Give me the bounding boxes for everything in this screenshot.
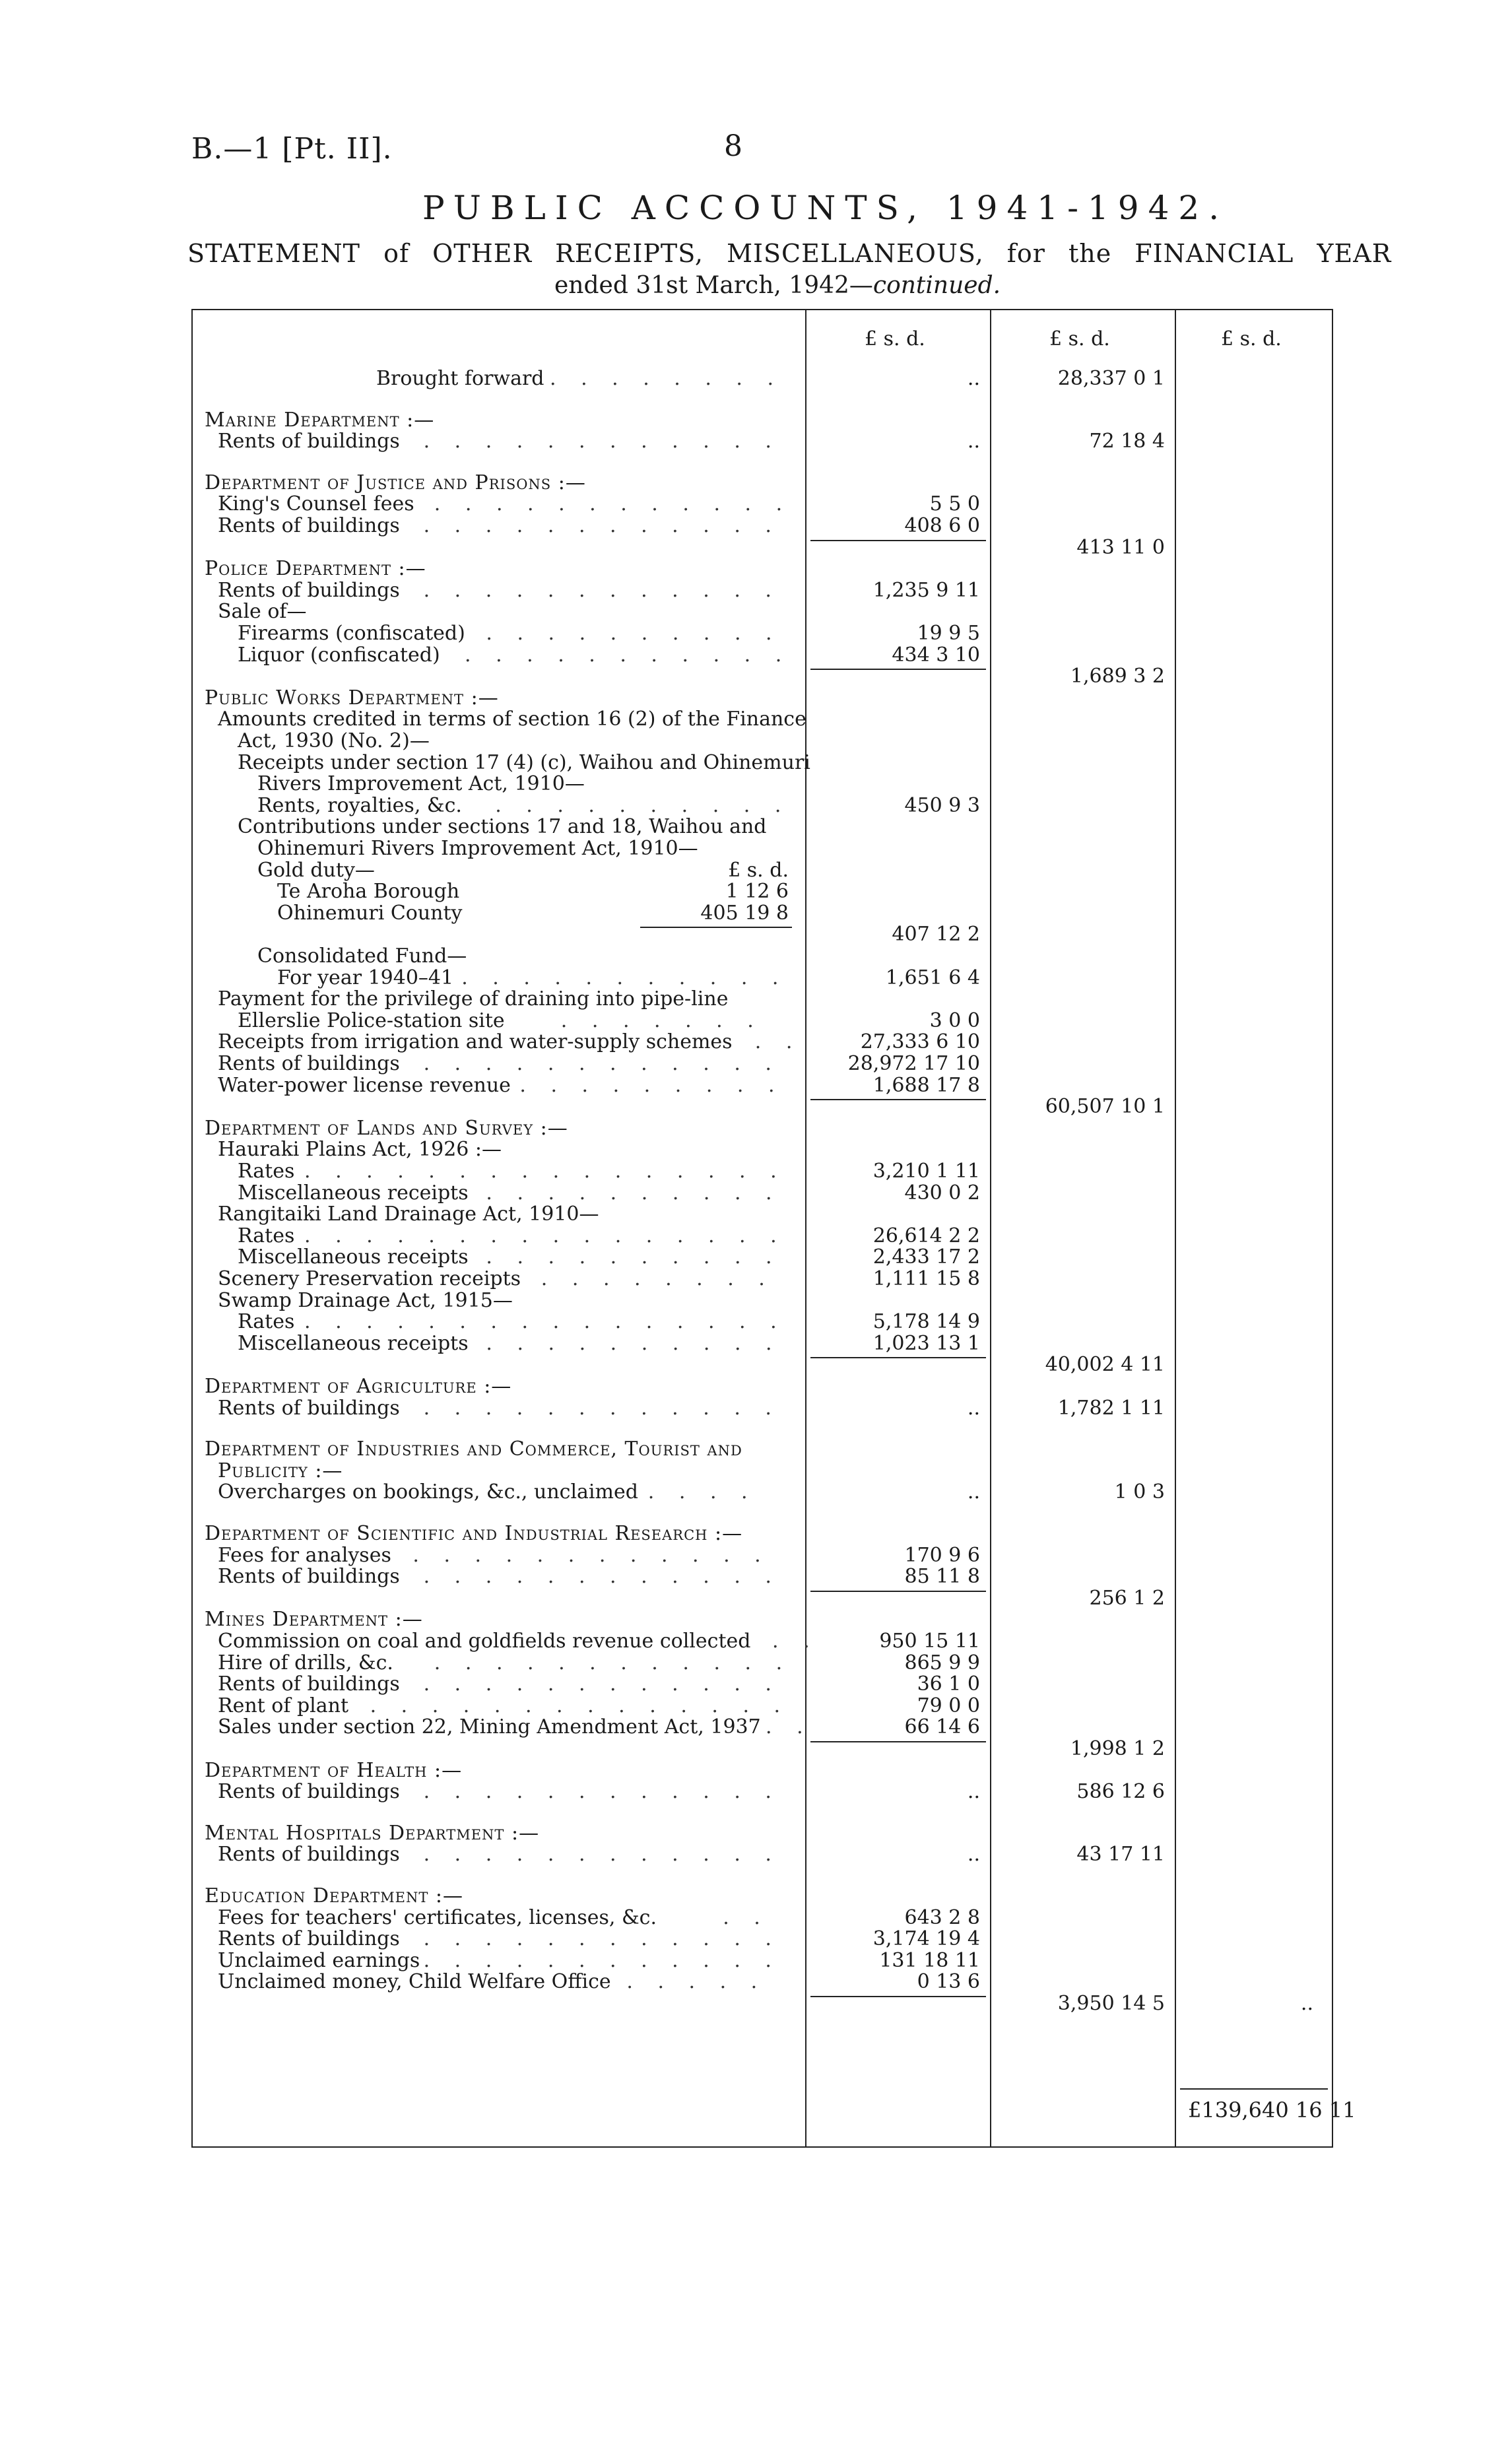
statement-row <box>191 1482 1332 1504</box>
statement-row <box>191 494 1332 515</box>
leader-dots: . . . . . . . . . . . . <box>423 1565 781 1589</box>
amount-c1: 79 0 0 <box>917 1694 980 1717</box>
item-description: Swamp Drainage Act, 1915— <box>218 1288 513 1312</box>
amount-c2: 1,782 1 11 <box>1057 1396 1165 1420</box>
leader-dots: . . . . <box>647 1480 757 1504</box>
amount-c2: 1 0 3 <box>1114 1480 1165 1504</box>
statement-heading: STATEMENT of OTHER RECEIPTS, MISCELLANEOUS, for the FINANCIAL YEAR <box>187 239 1392 268</box>
section-heading-row <box>191 1439 1332 1461</box>
leader-dots: . . . . . . . . . . . . <box>423 1927 781 1951</box>
amount-c1: .. <box>967 367 980 390</box>
item-description: Liquor (confiscated) <box>238 643 440 667</box>
leader-dots: . . . . . . . . <box>550 367 783 390</box>
item-description: Rent of plant <box>218 1694 349 1717</box>
statement-row <box>191 1204 1332 1226</box>
item-description: Gold duty— <box>257 858 375 882</box>
statement-row <box>191 1354 1332 1376</box>
amount-c1: 28,972 17 10 <box>847 1052 980 1075</box>
section-heading: Department of Scientific and Industrial Research :— <box>205 1522 743 1545</box>
section-heading: Department of Health :— <box>205 1758 463 1782</box>
leader-dots: . . . . . <box>626 1970 767 1994</box>
statement-row <box>191 645 1332 667</box>
leader-dots: . . . . . . . . <box>541 1267 774 1290</box>
amount-c1: 5,178 14 9 <box>872 1310 980 1334</box>
total-top-rule <box>1180 2088 1328 2090</box>
table-right-border <box>1332 309 1333 2148</box>
item-description: Act, 1930 (No. 2)— <box>238 729 430 752</box>
item-description: Ohinemuri County <box>277 901 463 925</box>
item-description: Brought forward <box>376 367 544 390</box>
statement-row <box>191 623 1332 645</box>
table-bottom-rule <box>191 2146 1333 2148</box>
item-description: Unclaimed earnings <box>218 1948 420 1972</box>
item-description: Ellerslie Police-station site <box>238 1009 505 1032</box>
item-description: Firearms (confiscated) <box>238 622 465 645</box>
item-description: Receipts under section 17 (4) (c), Waihou and Ohinemuri <box>238 750 810 774</box>
statement-row <box>191 515 1332 537</box>
item-description: Receipts from irrigation and water-supply schemes <box>218 1030 733 1054</box>
leader-dots: . . <box>772 1630 819 1653</box>
column-header-1: £ s. d. <box>865 327 925 350</box>
section-heading: Department of Agriculture :— <box>205 1375 512 1398</box>
section-heading: Public Works Department :— <box>205 686 499 710</box>
amount-c2: 3,950 14 5 <box>1057 1992 1165 2015</box>
leader-dots: . . . . . . . . . . <box>486 622 781 645</box>
statement-row <box>191 1781 1332 1803</box>
sub-amount: 1 12 6 <box>725 880 789 904</box>
item-description: Rates <box>238 1310 295 1334</box>
leader-dots: . . . . . . . . . . <box>495 793 791 817</box>
leader-dots: . . . . . . . . . . . . . . . . <box>304 1160 786 1183</box>
amount-c1: 131 18 11 <box>879 1948 980 1972</box>
item-description: Commission on coal and goldfields revenue collected <box>218 1630 751 1653</box>
statement-row <box>191 580 1332 602</box>
leader-dots: . . . . . . . . . . . . <box>434 492 792 516</box>
amount-c2: 40,002 4 11 <box>1045 1353 1165 1377</box>
amount-c1: 643 2 8 <box>904 1905 980 1929</box>
amount-c3: .. <box>1300 1992 1313 2015</box>
statement-row <box>191 1738 1332 1760</box>
section-heading-row <box>191 410 1332 432</box>
statement-row <box>191 1161 1332 1183</box>
item-description: Rents of buildings <box>218 514 400 537</box>
amount-c2: 1,998 1 2 <box>1070 1737 1165 1760</box>
statement-row <box>191 1950 1332 1972</box>
leader-dots: . . <box>766 1715 812 1739</box>
section-heading: Department of Lands and Survey :— <box>205 1116 568 1140</box>
statement-row <box>191 1588 1332 1610</box>
item-description: Ohinemuri Rivers Improvement Act, 1910— <box>257 837 698 860</box>
leader-dots: . . . . . . . . . . . . <box>423 514 781 537</box>
item-description: Rents of buildings <box>218 1052 400 1075</box>
amount-c1: 434 3 10 <box>892 643 980 667</box>
section-heading-row <box>191 1461 1332 1482</box>
statement-row <box>191 1631 1332 1653</box>
statement-row <box>191 1010 1332 1032</box>
item-description: Rents of buildings <box>218 1565 400 1589</box>
amount-c1: 1,651 6 4 <box>885 966 980 989</box>
page-reference: B.—1 [Pt. II]. <box>191 132 393 166</box>
item-description: Miscellaneous receipts <box>238 1331 469 1355</box>
statement-row <box>191 838 1332 860</box>
leader-dots: . . <box>723 1905 770 1929</box>
section-heading-row <box>191 1886 1332 1907</box>
statement-row <box>191 903 1332 925</box>
statement-subheading-text: ended 31st March, 1942— <box>554 272 873 299</box>
statement-row <box>191 1674 1332 1696</box>
statement-row <box>191 946 1332 968</box>
leader-dots: . . <box>754 1030 802 1054</box>
item-description: Fees for teachers' certificates, licenses, &c. <box>218 1905 657 1929</box>
statement-row <box>191 1269 1332 1290</box>
item-description: Rents of buildings <box>218 1843 400 1867</box>
amount-c1: .. <box>967 1480 980 1504</box>
amount-c2: 413 11 0 <box>1076 535 1165 559</box>
section-heading: Police Department :— <box>205 557 426 581</box>
statement-row <box>191 1075 1332 1097</box>
page-number: 8 <box>724 129 742 163</box>
statement-row <box>191 368 1332 390</box>
statement-row <box>191 1566 1332 1588</box>
section-heading: Department of Industries and Commerce, Tourist and <box>205 1438 742 1461</box>
statement-row <box>191 1183 1332 1205</box>
leader-dots: . . . . . . . . . . . <box>465 643 791 667</box>
accounts-table <box>191 309 1356 2148</box>
section-heading: Mines Department :— <box>205 1608 423 1632</box>
statement-row <box>191 924 1332 946</box>
amount-c1: 26,614 2 2 <box>872 1224 980 1247</box>
amount-c1: 0 13 6 <box>917 1970 980 1994</box>
statement-row <box>191 666 1332 688</box>
section-heading-row <box>191 1523 1332 1545</box>
item-description: Rates <box>238 1224 295 1247</box>
statement-row <box>191 795 1332 817</box>
amount-c1: .. <box>967 1780 980 1804</box>
sub-amount: 405 19 8 <box>700 901 789 925</box>
leader-dots: . . . . . . . . . . . . <box>423 1396 781 1420</box>
item-description: Rivers Improvement Act, 1910— <box>257 772 585 796</box>
amount-c2: 256 1 2 <box>1089 1586 1165 1610</box>
statement-row <box>191 1139 1332 1161</box>
section-heading: Mental Hospitals Department :— <box>205 1821 540 1845</box>
statement-row <box>191 1717 1332 1738</box>
item-description: Hauraki Plains Act, 1926 :— <box>218 1138 502 1162</box>
item-description: Rents of buildings <box>218 1927 400 1951</box>
statement-row <box>191 1053 1332 1075</box>
item-description: Miscellaneous receipts <box>238 1245 469 1269</box>
item-description: Fees for analyses <box>218 1543 391 1567</box>
leader-dots: . . . . . . . . . . . . <box>423 578 781 602</box>
statement-row <box>191 1696 1332 1717</box>
statement-row <box>191 1907 1332 1929</box>
amount-c2: 586 12 6 <box>1076 1780 1165 1804</box>
leader-dots: . . . . . . . . . . . . <box>412 1543 770 1567</box>
item-description: Rents of buildings <box>218 1396 400 1420</box>
column-header-3: £ s. d. <box>1221 327 1282 350</box>
item-description: Miscellaneous receipts <box>238 1181 469 1205</box>
leader-dots: . . . . . . . . . . . . <box>423 1780 781 1804</box>
amount-c1: 950 15 11 <box>879 1630 980 1653</box>
amount-c1: 407 12 2 <box>892 923 980 946</box>
leader-dots: . . . . . . . . . . . . . . . . <box>304 1310 786 1334</box>
leader-dots: . . . . . . . . . . . . . . <box>370 1694 790 1717</box>
statement-row <box>191 731 1332 752</box>
amount-c1: 1,023 13 1 <box>872 1331 980 1355</box>
leader-dots: . . . . . . . . . . . . <box>423 1672 781 1696</box>
item-description: Water-power license revenue <box>218 1073 511 1097</box>
amount-c1: 3 0 0 <box>929 1009 980 1032</box>
leader-dots: . . . . . . . . . . . . . . . . <box>304 1224 786 1247</box>
leader-dots: . . . . . . . . . . <box>486 1331 781 1355</box>
leader-dots: . . . . . . . . . . <box>486 1245 781 1269</box>
section-heading-row <box>191 1760 1332 1782</box>
statement-row <box>191 968 1332 989</box>
leader-dots: . . . . . . . . . . . . <box>423 1948 781 1972</box>
statement-row <box>191 1545 1332 1567</box>
leader-dots: . . . . . . . . . . . <box>461 966 788 989</box>
column-header-2: £ s. d. <box>1049 327 1110 350</box>
amount-c2: 1,689 3 2 <box>1070 665 1165 688</box>
statement-row <box>191 537 1332 559</box>
statement-row <box>191 1993 1332 2015</box>
amount-c2: 43 17 11 <box>1076 1843 1165 1867</box>
section-heading-row <box>191 1376 1332 1398</box>
statement-row <box>191 989 1332 1010</box>
statement-row <box>191 709 1332 731</box>
amount-c2: 28,337 0 1 <box>1057 367 1165 390</box>
item-description: Amounts credited in terms of section 16 (2) of the Finance <box>218 708 806 731</box>
section-heading-row <box>191 1823 1332 1845</box>
amount-c1: .. <box>967 430 980 453</box>
statement-row <box>191 601 1332 623</box>
item-description: Contributions under sections 17 and 18, Waihou and <box>238 815 767 839</box>
amount-c1: .. <box>967 1843 980 1867</box>
item-description: Rates <box>238 1160 295 1183</box>
item-description: Sale of— <box>218 600 307 624</box>
statement-row <box>191 1398 1332 1420</box>
leader-dots: . . . . . . . . . . . . <box>423 430 781 453</box>
statement-row <box>191 1844 1332 1866</box>
amount-c1: 1,235 9 11 <box>872 578 980 602</box>
statement-row <box>191 1929 1332 1950</box>
amount-c2: 60,507 10 1 <box>1045 1095 1165 1119</box>
amount-c1: 27,333 6 10 <box>860 1030 980 1054</box>
statement-row <box>191 816 1332 838</box>
item-description: Rents of buildings <box>218 1780 400 1804</box>
statement-row <box>191 860 1332 882</box>
amount-c1: 170 9 6 <box>904 1543 980 1567</box>
item-description: King's Counsel fees <box>218 492 414 516</box>
grand-total: £139,640 16 11 <box>1188 2098 1356 2123</box>
section-heading: Publicity :— <box>218 1459 343 1482</box>
statement-subheading <box>554 272 1001 299</box>
section-heading-row <box>191 473 1332 494</box>
statement-row <box>191 1032 1332 1053</box>
amount-c1: 1,688 17 8 <box>872 1073 980 1097</box>
statement-row <box>191 1653 1332 1674</box>
statement-row <box>191 881 1332 903</box>
item-description: Payment for the privilege of draining into pipe-line <box>218 987 729 1011</box>
section-heading: Education Department :— <box>205 1884 464 1907</box>
amount-c1: 430 0 2 <box>904 1181 980 1205</box>
amount-c1: 408 6 0 <box>904 514 980 537</box>
section-heading-row <box>191 1609 1332 1631</box>
item-description: Rangitaiki Land Drainage Act, 1910— <box>218 1203 599 1226</box>
item-description: Unclaimed money, Child Welfare Office <box>218 1970 611 1994</box>
item-description: Te Aroha Borough <box>277 880 460 904</box>
amount-c1: .. <box>967 1396 980 1420</box>
item-description: Sales under section 22, Mining Amendment Act, 1937 <box>218 1715 761 1739</box>
amount-c1: 2,433 17 2 <box>872 1245 980 1269</box>
amount-c2: 72 18 4 <box>1089 430 1165 453</box>
amount-c1: 865 9 9 <box>904 1651 980 1674</box>
amount-c1: 66 14 6 <box>904 1715 980 1739</box>
section-heading-row <box>191 1118 1332 1140</box>
page-title: PUBLIC ACCOUNTS, 1941-1942. <box>422 189 1229 227</box>
section-heading-row <box>191 688 1332 710</box>
amount-c1: 450 9 3 <box>904 793 980 817</box>
section-heading: Marine Department :— <box>205 408 435 432</box>
item-description: Hire of drills, &c. <box>218 1651 393 1674</box>
statement-row <box>191 431 1332 453</box>
leader-dots: . . . . . . . <box>560 1009 763 1032</box>
amount-c1: 1,111 15 8 <box>872 1267 980 1290</box>
amount-c1: 85 11 8 <box>904 1565 980 1589</box>
amount-c1: 3,174 19 4 <box>872 1927 980 1951</box>
statement-row <box>191 752 1332 774</box>
statement-row <box>191 1311 1332 1333</box>
leader-dots: . . . . . . . . . <box>519 1073 784 1097</box>
item-description: Consolidated Fund— <box>257 944 467 968</box>
item-description: Rents of buildings <box>218 1672 400 1696</box>
item-description: Scenery Preservation receipts <box>218 1267 521 1290</box>
statement-row <box>191 1226 1332 1247</box>
statement-row <box>191 1333 1332 1355</box>
statement-row <box>191 1247 1332 1269</box>
item-description: For year 1940–41 <box>277 966 454 989</box>
item-description: Overcharges on bookings, &c., unclaimed <box>218 1480 638 1504</box>
statement-row <box>191 774 1332 795</box>
amount-c1: 36 1 0 <box>917 1672 980 1696</box>
amount-c1: 19 9 5 <box>917 622 980 645</box>
amount-c1: 3,210 1 11 <box>872 1160 980 1183</box>
section-heading: Department of Justice and Prisons :— <box>205 471 586 494</box>
leader-dots: . . . . . . . . . . . . <box>423 1843 781 1867</box>
leader-dots: . . . . . . . . . . . . <box>423 1052 781 1075</box>
continued-label: continued. <box>872 272 1001 299</box>
section-heading-row <box>191 558 1332 580</box>
statement-row <box>191 1971 1332 1993</box>
statement-row <box>191 1290 1332 1312</box>
statement-row <box>191 1096 1332 1118</box>
item-description: Rents of buildings <box>218 578 400 602</box>
table-top-rule <box>191 309 1333 310</box>
item-description: Rents of buildings <box>218 430 400 453</box>
amount-c1: 5 5 0 <box>929 492 980 516</box>
sub-amount: £ s. d. <box>728 858 789 882</box>
leader-dots: . . . . . . . . . . . . <box>434 1651 792 1674</box>
leader-dots: . . . . . . . . . . <box>486 1181 781 1205</box>
item-description: Rents, royalties, &c. <box>257 793 462 817</box>
